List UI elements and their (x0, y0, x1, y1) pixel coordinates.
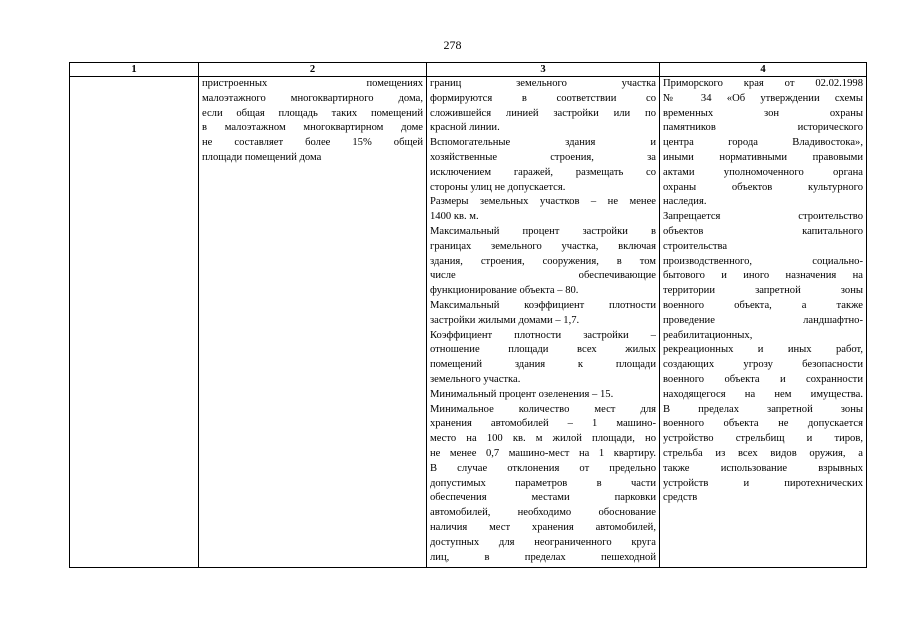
cell-col-1 (70, 77, 199, 568)
text-line: наличия мест хранения автомобилей, (430, 521, 656, 533)
text-line: территории запретной зоны (663, 285, 863, 297)
text-line: № 34 «Об утверждении схемы (663, 92, 863, 104)
text-line: создающих угрозу безопасности (663, 359, 863, 371)
text-line: устройств и пиротехнических (663, 477, 863, 489)
cell-col-4 (660, 77, 867, 568)
text-line: Размеры земельных участков – не менее (430, 196, 656, 208)
text-line: В случае отклонения от предельно (430, 462, 656, 474)
text-line: помещений здания к площади (430, 359, 656, 371)
column-header-4: 4 (660, 63, 867, 77)
text-line: лиц, в пределах пешеходной (430, 551, 656, 563)
text-line: памятников исторического (663, 122, 863, 134)
text-line: проведение ландшафтно- (663, 314, 863, 326)
text-line: в малоэтажном многоквартирном доме (202, 122, 423, 134)
text-line: не менее 0,7 машино-мест на 1 квартиру. (430, 447, 656, 459)
text-line: Коэффициент плотности застройки – (430, 329, 656, 341)
text-line: обеспечения местами парковки (430, 492, 656, 504)
text-line: границах земельного участка, включая (430, 240, 656, 252)
text-line: хранения автомобилей – 1 машино- (430, 418, 656, 430)
text-line: малоэтажного многоквартирного дома, (202, 92, 423, 104)
text-line: Приморского края от 02.02.1998 (663, 78, 863, 89)
text-line: стрельба из всех видов оружия, а (663, 447, 863, 459)
text-line: средств (663, 492, 698, 504)
text-line: объектов капитального (663, 225, 863, 237)
text-line: Минимальный процент озеленения – 15. (430, 388, 614, 400)
text-line: временных зон охраны (663, 107, 863, 119)
cell-col-2 (199, 77, 427, 568)
text-line: числе обеспечивающие (430, 270, 656, 282)
text-line: доступных для неограниченного круга (430, 536, 656, 548)
text-line: бытового и иного назначения на (663, 270, 863, 282)
text-line: Максимальный коэффициент плотности (430, 299, 656, 311)
text-line: функционирование объекта – 80. (430, 285, 579, 297)
text-line: пристроенных помещениях (202, 78, 423, 89)
text-line: исключением гаражей, размещать со (430, 166, 656, 178)
text-line: отношение площади всех жилых (430, 344, 656, 356)
text-line: красной линии. (430, 122, 500, 134)
column-header-1: 1 (70, 63, 199, 77)
text-line: рекреационных и иных работ, (663, 344, 863, 356)
text-line: земельного участка. (430, 373, 521, 385)
text-line: военного объекта и сохранности (663, 373, 863, 385)
text-line: автомобилей, необходимо обоснование (430, 507, 656, 519)
text-line: центра города Владивостока», (663, 137, 863, 149)
text-line: Максимальный процент застройки в (430, 225, 656, 237)
text-line: формируются в соответствии со (430, 92, 656, 104)
text-line: устройство стрельбищ и тиров, (663, 433, 863, 445)
text-line: если общая площадь таких помещений (202, 107, 423, 119)
text-line: иными нормативными правовыми (663, 151, 863, 163)
text-line: Запрещается строительство (663, 211, 863, 223)
text-line: допустимых параметров в части (430, 477, 656, 489)
regulation-table (69, 62, 867, 568)
text-line: охраны объектов культурного (663, 181, 863, 193)
text-line: площади помещений дома (202, 151, 322, 163)
text-line: застройки жилыми домами – 1,7. (430, 314, 580, 326)
table-row (70, 77, 867, 568)
cell-col-3 (427, 77, 660, 568)
text-line: наследия. (663, 196, 707, 208)
text-line: реабилитационных, (663, 329, 753, 341)
text-line: военного объекта не допускается (663, 418, 863, 430)
page-number: 278 (443, 38, 462, 52)
text-line: место на 100 кв. м жилой площади, но (430, 433, 656, 445)
text-line: стороны улиц не допускается. (430, 181, 566, 193)
text-line: хозяйственные строения, за (430, 151, 656, 163)
text-line: военного объекта, а также (663, 299, 863, 311)
text-line: актами уполномоченного органа (663, 166, 863, 178)
text-line: Вспомогательные здания и (430, 137, 656, 149)
text-line: строительства (663, 240, 728, 252)
column-header-3: 3 (427, 63, 660, 77)
text-line: В пределах запретной зоны (663, 403, 863, 415)
column-header-2: 2 (199, 63, 427, 77)
table-header-row (70, 63, 867, 77)
text-line: границ земельного участка (430, 78, 656, 89)
text-line: также использование взрывных (663, 462, 863, 474)
text-line: производственного, социально- (663, 255, 863, 267)
text-line: не составляет более 15% общей (202, 137, 423, 149)
text-line: сложившейся линией застройки или по (430, 107, 656, 119)
text-line: здания, строения, сооружения, в том (430, 255, 656, 267)
text-line: Минимальное количество мест для (430, 403, 656, 415)
text-line: находящегося на нем имущества. (663, 388, 863, 400)
text-line: 1400 кв. м. (430, 211, 479, 223)
